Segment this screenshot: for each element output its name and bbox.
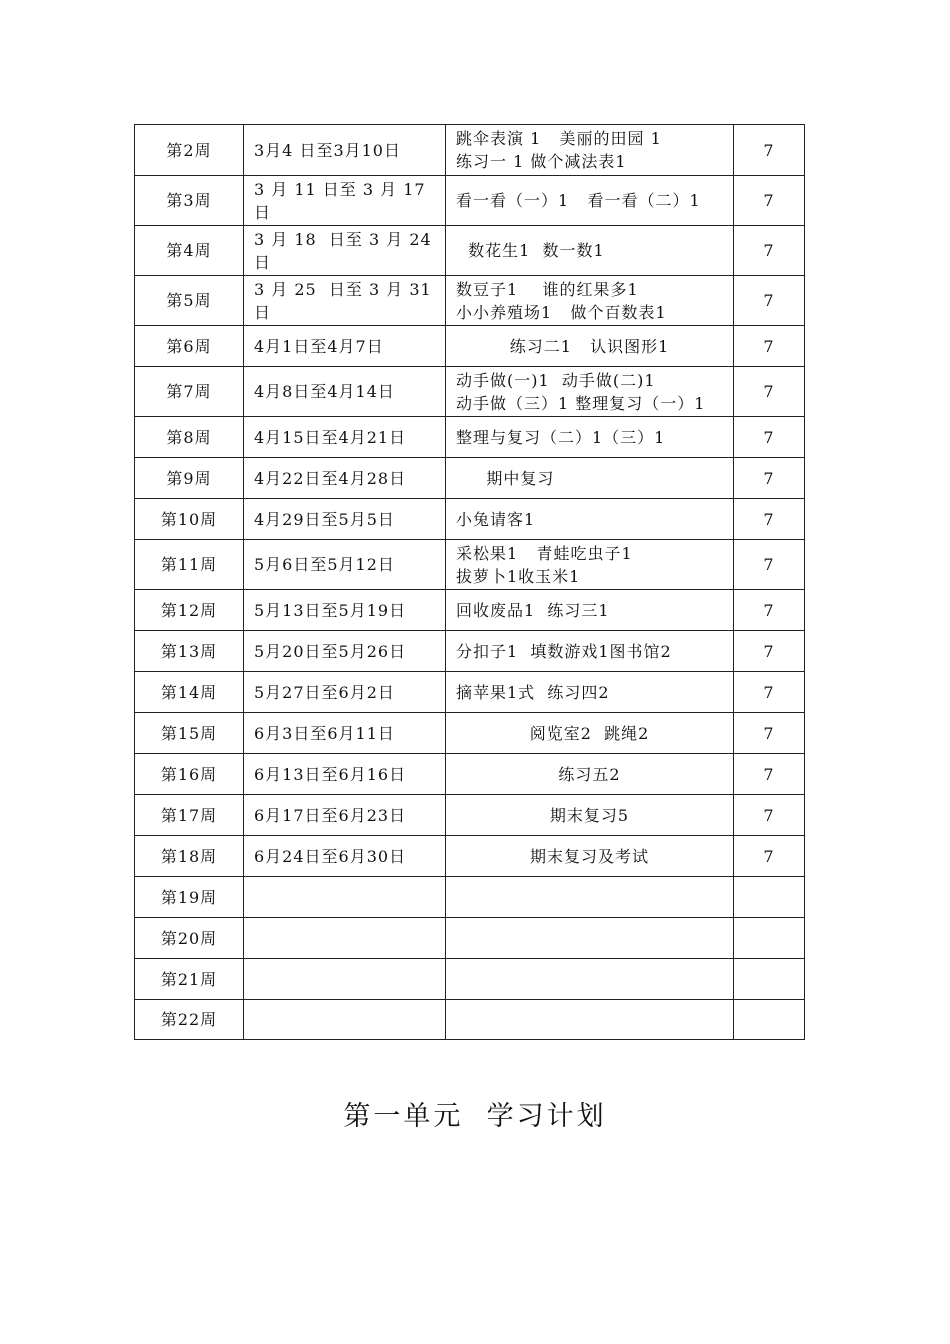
table-row [135, 417, 805, 458]
lesson-content-cell [446, 877, 734, 918]
week-cell: 第13周 [135, 631, 244, 672]
date-range-cell [244, 1000, 446, 1040]
table-row [135, 226, 805, 276]
table-row [135, 877, 805, 918]
table-row [135, 367, 805, 417]
week-cell: 第20周 [135, 918, 244, 959]
week-cell: 第6周 [135, 326, 244, 367]
class-hours-cell: 7 [734, 795, 805, 836]
class-hours-cell: 7 [734, 226, 805, 276]
lesson-content-cell [446, 959, 734, 1000]
class-hours-cell: 7 [734, 326, 805, 367]
table-row [135, 590, 805, 631]
class-hours-cell: 7 [734, 417, 805, 458]
week-cell: 第15周 [135, 713, 244, 754]
date-range-cell: 5月27日至6月2日 [244, 672, 446, 713]
date-range-cell: 3 月 11 日至 3 月 17 日 [244, 176, 446, 226]
week-cell: 第11周 [135, 540, 244, 590]
table-row [135, 713, 805, 754]
lesson-content-cell: 摘苹果1式 练习四2 [446, 672, 734, 713]
week-cell: 第18周 [135, 836, 244, 877]
week-cell: 第17周 [135, 795, 244, 836]
date-range-cell: 3月4 日至3月10日 [244, 125, 446, 176]
lesson-content-cell: 整理与复习（二）1（三）1 [446, 417, 734, 458]
class-hours-cell: 7 [734, 672, 805, 713]
table-row [135, 918, 805, 959]
week-cell: 第7周 [135, 367, 244, 417]
week-cell: 第5周 [135, 276, 244, 326]
week-cell: 第8周 [135, 417, 244, 458]
class-hours-cell: 7 [734, 499, 805, 540]
class-hours-cell: 7 [734, 713, 805, 754]
table-row [135, 276, 805, 326]
date-range-cell: 6月24日至6月30日 [244, 836, 446, 877]
lesson-content-cell: 阅览室2 跳绳2 [446, 713, 734, 754]
class-hours-cell: 7 [734, 176, 805, 226]
table-row [135, 540, 805, 590]
week-cell: 第10周 [135, 499, 244, 540]
week-cell: 第2周 [135, 125, 244, 176]
date-range-cell: 5月6日至5月12日 [244, 540, 446, 590]
lesson-content-cell: 期末复习5 [446, 795, 734, 836]
date-range-cell: 5月13日至5月19日 [244, 590, 446, 631]
table-row [135, 458, 805, 499]
date-range-cell: 4月29日至5月5日 [244, 499, 446, 540]
table-row [135, 326, 805, 367]
unit-heading: 第一单元 学习计划 [343, 1101, 607, 1132]
lesson-content-cell: 小兔请客1 [446, 499, 734, 540]
table-row [135, 672, 805, 713]
week-cell: 第12周 [135, 590, 244, 631]
lesson-content-cell: 期中复习 [446, 458, 734, 499]
date-range-cell: 4月8日至4月14日 [244, 367, 446, 417]
class-hours-cell [734, 918, 805, 959]
week-cell: 第21周 [135, 959, 244, 1000]
class-hours-cell: 7 [734, 367, 805, 417]
week-cell: 第3周 [135, 176, 244, 226]
class-hours-cell [734, 1000, 805, 1040]
lesson-content-cell: 数豆子1 谁的红果多1 小小养殖场1 做个百数表1 [446, 276, 734, 326]
lesson-content-cell: 分扣子1 填数游戏1图书馆2 [446, 631, 734, 672]
week-cell: 第22周 [135, 1000, 244, 1040]
lesson-content-cell: 看一看（一）1 看一看（二）1 [446, 176, 734, 226]
week-cell: 第16周 [135, 754, 244, 795]
date-range-cell: 4月1日至4月7日 [244, 326, 446, 367]
date-range-cell: 4月15日至4月21日 [244, 417, 446, 458]
schedule-rows [135, 125, 805, 1040]
lesson-content-cell: 期末复习及考试 [446, 836, 734, 877]
date-range-cell: 6月3日至6月11日 [244, 713, 446, 754]
class-hours-cell: 7 [734, 754, 805, 795]
lesson-content-cell: 跳伞表演 1 美丽的田园 1 练习一 1 做个减法表1 [446, 125, 734, 176]
week-cell: 第4周 [135, 226, 244, 276]
table-row [135, 1000, 805, 1040]
table-row [135, 754, 805, 795]
lesson-content-cell: 练习五2 [446, 754, 734, 795]
class-hours-cell [734, 877, 805, 918]
lesson-content-cell [446, 1000, 734, 1040]
class-hours-cell: 7 [734, 458, 805, 499]
date-range-cell: 6月17日至6月23日 [244, 795, 446, 836]
class-hours-cell: 7 [734, 276, 805, 326]
lesson-content-cell [446, 918, 734, 959]
date-range-cell [244, 918, 446, 959]
date-range-cell: 4月22日至4月28日 [244, 458, 446, 499]
date-range-cell [244, 877, 446, 918]
class-hours-cell: 7 [734, 631, 805, 672]
week-cell: 第9周 [135, 458, 244, 499]
lesson-content-cell: 动手做(一)1 动手做(二)1 动手做（三）1 整理复习（一）1 [446, 367, 734, 417]
date-range-cell [244, 959, 446, 1000]
lesson-content-cell: 数花生1 数一数1 [446, 226, 734, 276]
table-row [135, 795, 805, 836]
class-hours-cell: 7 [734, 590, 805, 631]
weekly-schedule-table [134, 124, 805, 1040]
lesson-content-cell: 采松果1 青蛙吃虫子1 拔萝卜1收玉米1 [446, 540, 734, 590]
table-row [135, 959, 805, 1000]
week-cell: 第19周 [135, 877, 244, 918]
table-row [135, 499, 805, 540]
class-hours-cell [734, 959, 805, 1000]
class-hours-cell: 7 [734, 836, 805, 877]
date-range-cell: 6月13日至6月16日 [244, 754, 446, 795]
table-row [135, 836, 805, 877]
class-hours-cell: 7 [734, 540, 805, 590]
week-cell: 第14周 [135, 672, 244, 713]
date-range-cell: 3 月 25 日至 3 月 31 日 [244, 276, 446, 326]
lesson-content-cell: 回收废品1 练习三1 [446, 590, 734, 631]
table-row [135, 176, 805, 226]
table-row [135, 125, 805, 176]
class-hours-cell: 7 [734, 125, 805, 176]
date-range-cell: 5月20日至5月26日 [244, 631, 446, 672]
table-row [135, 631, 805, 672]
lesson-content-cell: 练习二1 认识图形1 [446, 326, 734, 367]
date-range-cell: 3 月 18 日至 3 月 24 日 [244, 226, 446, 276]
